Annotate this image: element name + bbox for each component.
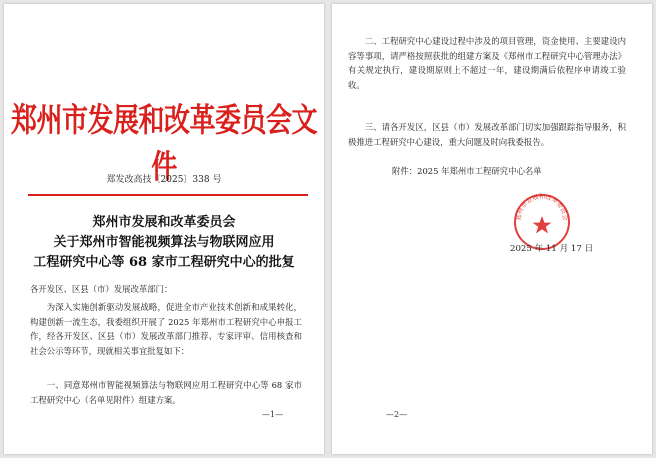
red-divider-line	[28, 194, 308, 196]
title-line-1: 郑州市发展和改革委员会	[92, 215, 236, 230]
page-number: —1—	[262, 410, 284, 419]
document-title	[4, 213, 324, 273]
body-paragraph-3: 二、工程研究中心建设过程中涉及的项目管理，资金使用、主要建设内容等事项，请严格按照获批的组建方案及《郑州市工程研究中心管理办法》有关规定执行，建设期原则上不超过一年，建设期满后依程序申请竣工验收。	[348, 36, 626, 90]
page-1	[4, 4, 324, 454]
title-line-2: 关于郑州市智能视频算法与物联网应用	[53, 235, 275, 250]
body-paragraph-1: 为深入实施创新驱动发展战略，促进全市产业技术创新和成果转化，构建创新一流生态，我委组织开展了 2025 年郑州市工程研究中心申报工作，经各开发区、区县（市）发展改革部门推荐、专家评审、信用核查和社会公示等环节，现就相关事宜批复如下：	[30, 302, 302, 356]
svg-text:郑州市发展和改革委员会: 郑州市发展和改革委员会	[515, 193, 569, 221]
page-number-2: —2—	[386, 410, 408, 419]
document-number: 郑发改高技〔2025〕338 号	[106, 175, 222, 185]
page-2	[332, 4, 652, 454]
body-paragraph-2: 一、同意郑州市智能视频算法与物联网应用工程研究中心等 68 家市工程研究中心（名单见附件）组建方案。	[30, 380, 302, 405]
addressee: 各开发区、区县（市）发展改革部门：	[30, 284, 173, 294]
body-paragraph-4: 三、请各开发区，区县（市）发展改革部门切实加强跟踪指导服务，积极推进工程研究中心建设，重大问题及时向我委报告。	[348, 122, 626, 147]
title-line-3: 工程研究中心等 68 家市工程研究中心的批复	[33, 255, 295, 270]
attachment-note: 附件：2025 年郑州市工程研究中心名单	[392, 166, 542, 176]
sign-date: 2025 年 11 月 17 日	[510, 244, 594, 254]
document-header: 郑州市发展和改革委员会文件	[10, 102, 317, 186]
